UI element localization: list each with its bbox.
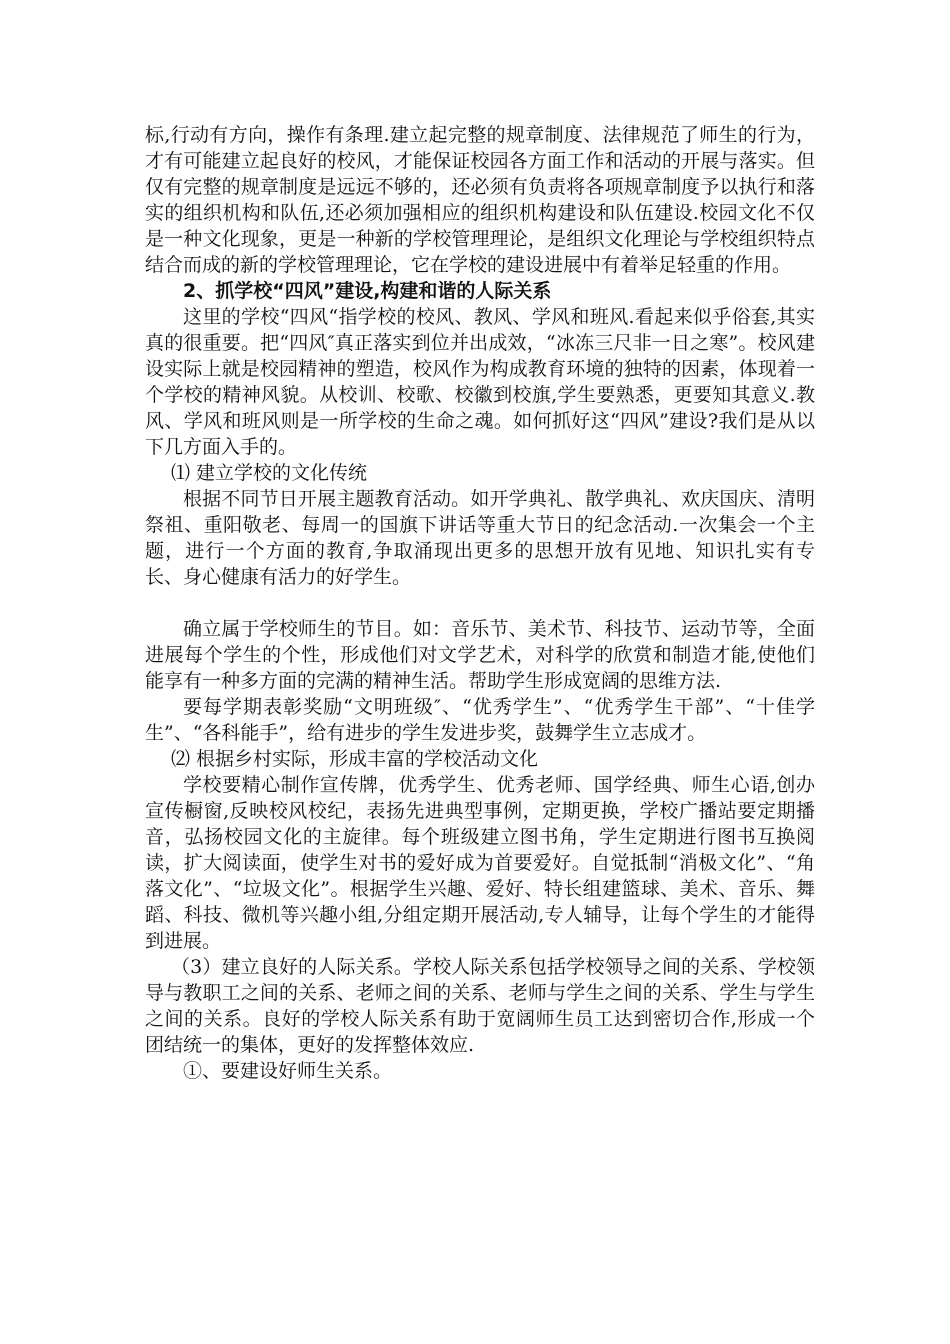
paragraph-festival-activities: 根据不同节日开展主题教育活动。如开学典礼、散学典礼、欢庆国庆、清明祭祖、重阳敬老、每周一的国旗下讲话等重大节日的纪念活动.一次集会一个主题，进行一个方面的教育,争取涌现出更多的思想开放有见地、知识扎实有专长、身心健康有活力的好学生。	[145, 488, 815, 588]
paragraph-publicity: 学校要精心制作宣传牌，优秀学生、优秀老师、国学经典、师生心语,创办宣传橱窗,反映校风校纪，表扬先进典型事例，定期更换，学校广播站要定期播音，弘扬校园文化的主旋律。每个班级建立图书角，学生定期进行图书互换阅读，扩大阅读面，使学生对书的爱好成为首要爱好。自觉抵制“消极文化”、“角落文化”、“垃圾文化”。根据学生兴趣、爱好、特长组建篮球、美术、音乐、舞蹈、科技、微机等兴趣小组,分组定期开展活动,专人辅导，让每个学生的才能得到进展。	[145, 774, 815, 952]
paragraph-relationships: （3）建立良好的人际关系。学校人际关系包括学校领导之间的关系、学校领导与教职工之间的关系、老师之间的关系、老师与学生之间的关系、学生与学生之间的关系。良好的学校人际关系有助于宽阔师生员工达到密切合作,形成一个团结统一的集体，更好的发挥整体效应.	[145, 956, 815, 1056]
section-heading-2: 2、抓学校“四风”建设,构建和谐的人际关系	[183, 280, 552, 302]
paragraph-school-festivals: 确立属于学校师生的节目。如：音乐节、美术节、科技节、运动节等，全面进展每个学生的个性，形成他们对文学艺术，对科学的欣赏和制造才能,使他们能享有一种多方面的完满的精神生活。帮助学生形成宽阔的思维方法.	[145, 618, 815, 692]
paragraph-four-styles: 这里的学校“四风“指学校的校风、教风、学风和班风.看起来似乎俗套,其实真的很重要。把“四风″真正落实到位并出成效，“冰冻三尺非一日之寒”。校风建设实际上就是校园精神的塑造，校风作为构成教育环境的独特的因素，体现着一个学校的精神风貌。从校训、校歌、校徽到校旗,学生要熟悉，更要知其意义.教风、学风和班风则是一所学校的生命之魂。如何抓好这“四风”建设?我们是从以下几方面入手的。	[145, 306, 815, 458]
paragraph-teacher-student: ①、要建设好师生关系。	[183, 1060, 393, 1082]
subheading-activity-culture: ⑵ 根据乡村实际，形成丰富的学校活动文化	[171, 748, 539, 770]
paragraph-1: 标,行动有方向，操作有条理.建立起完整的规章制度、法律规范了师生的行为，才有可能建立起良好的校风，才能保证校园各方面工作和活动的开展与落实。但仅有完整的规章制度是远远不够的，还必须有负责将各项规章制度予以执行和落实的组织机构和队伍,还必须加强相应的组织机构建设和队伍建设.校园文化不仅是一种文化现象，更是一种新的学校管理理论，是组织文化理论与学校组织特点结合而成的新的学校管理理论，它在学校的建设进展中有着举足轻重的作用。	[145, 124, 815, 276]
paragraph-awards: 要每学期表彰奖励“文明班级″、“优秀学生”、“优秀学生干部”、“十佳学生”、“各科能手”，给有进步的学生发进步奖，鼓舞学生立志成才。	[145, 696, 815, 744]
document-body	[145, 122, 815, 1084]
blank-line	[145, 590, 815, 616]
subheading-culture-tradition: ⑴ 建立学校的文化传统	[171, 462, 368, 484]
